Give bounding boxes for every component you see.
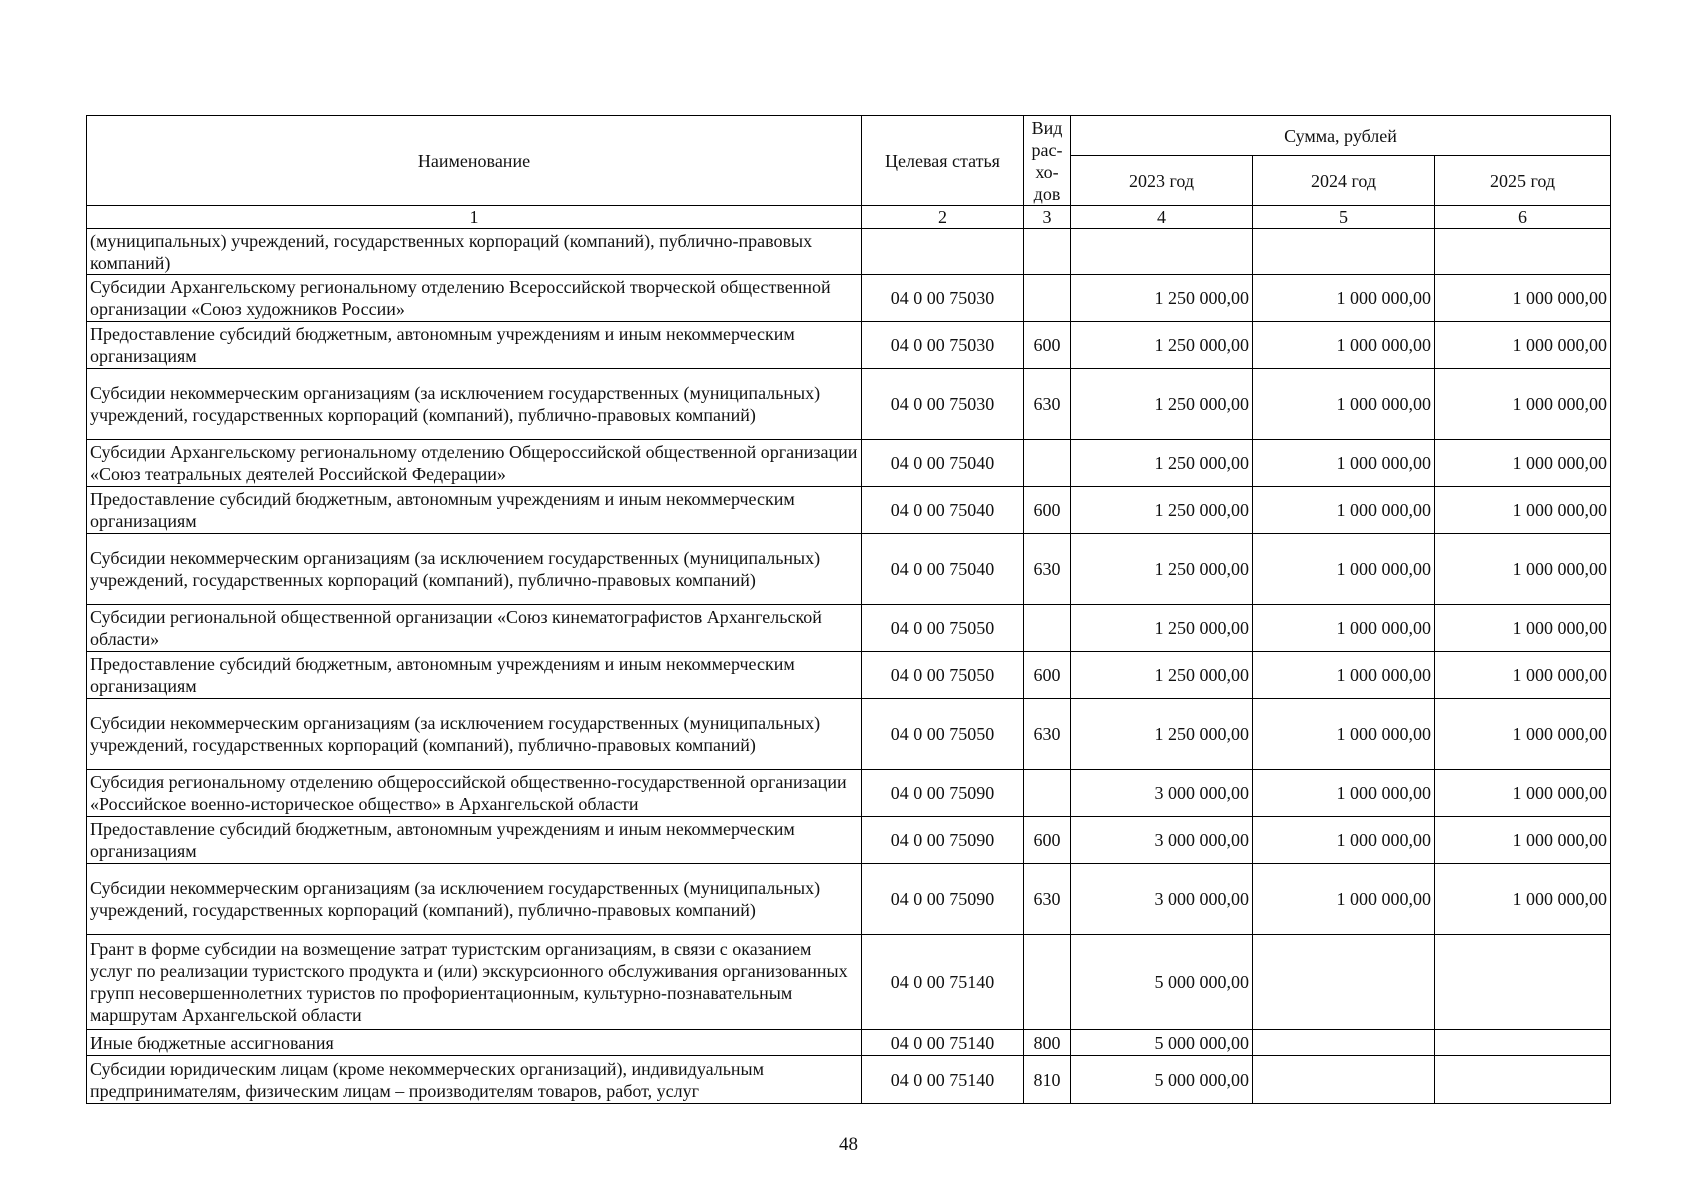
row-name: Субсидии некоммерческим организациям (за исключением государственных (муниципальных) учреждений, государственных корпораций (компаний), публично-правовых компаний) [87,534,862,605]
row-target: 04 0 00 75140 [862,1056,1024,1104]
row-2024: 1 000 000,00 [1253,487,1435,534]
row-vid [1024,229,1071,275]
row-vid [1024,935,1071,1030]
header-expense-type-line: рас- [1031,139,1063,160]
row-2025 [1435,1030,1611,1056]
header-year-2025: 2025 год [1435,156,1611,206]
row-name: Субсидии некоммерческим организациям (за исключением государственных (муниципальных) учреждений, государственных корпораций (компаний), публично-правовых компаний) [87,864,862,935]
column-number-row [87,206,1611,229]
row-target: 04 0 00 75050 [862,605,1024,652]
row-target: 04 0 00 75140 [862,1030,1024,1056]
header-sum: Сумма, рублей [1071,116,1611,156]
row-2024: 1 000 000,00 [1253,770,1435,817]
row-target: 04 0 00 75040 [862,487,1024,534]
row-target: 04 0 00 75050 [862,652,1024,699]
row-name: Иные бюджетные ассигнования [87,1030,862,1056]
row-2023: 1 250 000,00 [1071,605,1253,652]
table-row [87,652,1611,699]
header-name: Наименование [87,116,862,206]
header-expense-type-line: Вид [1031,117,1063,138]
row-name: Предоставление субсидий бюджетным, автономным учреждениям и иным некоммерческим организациям [87,817,862,864]
column-number: 6 [1435,206,1611,229]
row-2023: 3 000 000,00 [1071,864,1253,935]
table-row [87,369,1611,440]
row-2025: 1 000 000,00 [1435,699,1611,770]
row-2023: 1 250 000,00 [1071,440,1253,487]
table-row [87,487,1611,534]
row-2025: 1 000 000,00 [1435,322,1611,369]
row-2024: 1 000 000,00 [1253,440,1435,487]
row-target: 04 0 00 75090 [862,770,1024,817]
row-vid [1024,275,1071,322]
row-2025: 1 000 000,00 [1435,864,1611,935]
row-vid: 630 [1024,699,1071,770]
row-vid [1024,440,1071,487]
table-row [87,605,1611,652]
budget-table [86,115,1611,1104]
row-name: Предоставление субсидий бюджетным, автономным учреждениям и иным некоммерческим организациям [87,487,862,534]
row-2025: 1 000 000,00 [1435,440,1611,487]
row-2023: 5 000 000,00 [1071,935,1253,1030]
row-2023: 3 000 000,00 [1071,770,1253,817]
row-vid [1024,605,1071,652]
header-year-2024: 2024 год [1253,156,1435,206]
row-2025: 1 000 000,00 [1435,605,1611,652]
row-2023: 5 000 000,00 [1071,1030,1253,1056]
column-number: 2 [862,206,1024,229]
row-target: 04 0 00 75050 [862,699,1024,770]
row-2024 [1253,229,1435,275]
row-2023: 1 250 000,00 [1071,652,1253,699]
row-2023 [1071,229,1253,275]
column-number: 5 [1253,206,1435,229]
row-2023: 1 250 000,00 [1071,369,1253,440]
table-row [87,275,1611,322]
row-2024: 1 000 000,00 [1253,322,1435,369]
row-target: 04 0 00 75030 [862,369,1024,440]
table-row [87,534,1611,605]
header-year-2023: 2023 год [1071,156,1253,206]
row-2025: 1 000 000,00 [1435,487,1611,534]
table-row [87,229,1611,275]
row-name: Субсидии некоммерческим организациям (за исключением государственных (муниципальных) учреждений, государственных корпораций (компаний), публично-правовых компаний) [87,369,862,440]
table-row [87,864,1611,935]
row-2025: 1 000 000,00 [1435,817,1611,864]
row-vid: 800 [1024,1030,1071,1056]
row-2024: 1 000 000,00 [1253,605,1435,652]
header-expense-type-line: хо- [1035,161,1059,182]
header-expense-type [1024,116,1071,206]
row-vid: 600 [1024,322,1071,369]
row-vid: 630 [1024,864,1071,935]
row-2023: 1 250 000,00 [1071,699,1253,770]
row-name: Предоставление субсидий бюджетным, автономным учреждениям и иным некоммерческим организациям [87,322,862,369]
table-row [87,817,1611,864]
row-vid: 810 [1024,1056,1071,1104]
row-2025 [1435,935,1611,1030]
header-target: Целевая статья [862,116,1024,206]
row-target: 04 0 00 75030 [862,275,1024,322]
row-2025: 1 000 000,00 [1435,770,1611,817]
header-expense-type-line: дов [1033,183,1061,204]
row-vid: 630 [1024,534,1071,605]
table-row [87,699,1611,770]
row-target: 04 0 00 75030 [862,322,1024,369]
row-2024: 1 000 000,00 [1253,652,1435,699]
row-2025 [1435,229,1611,275]
row-target: 04 0 00 75040 [862,440,1024,487]
row-2025: 1 000 000,00 [1435,275,1611,322]
row-2024 [1253,935,1435,1030]
row-name: Субсидии региональной общественной организации «Союз кинематографистов Архангельской области» [87,605,862,652]
row-target [862,229,1024,275]
row-name: Предоставление субсидий бюджетным, автономным учреждениям и иным некоммерческим организациям [87,652,862,699]
row-target: 04 0 00 75090 [862,817,1024,864]
row-2023: 5 000 000,00 [1071,1056,1253,1104]
row-vid: 600 [1024,652,1071,699]
row-name: (муниципальных) учреждений, государственных корпораций (компаний), публично-правовых компаний) [87,229,862,275]
row-vid: 630 [1024,369,1071,440]
row-2023: 1 250 000,00 [1071,322,1253,369]
row-2025: 1 000 000,00 [1435,652,1611,699]
row-2023: 1 250 000,00 [1071,487,1253,534]
table-row [87,935,1611,1030]
row-2023: 1 250 000,00 [1071,275,1253,322]
row-2024: 1 000 000,00 [1253,817,1435,864]
table-row [87,1056,1611,1104]
row-target: 04 0 00 75090 [862,864,1024,935]
row-name: Субсидии юридическим лицам (кроме некоммерческих организаций), индивидуальным предпринимателям, физическим лицам – производителям товаров, работ, услуг [87,1056,862,1104]
row-name: Субсидии Архангельскому региональному отделению Общероссийской общественной организации «Союз театральных деятелей Российской Федерации» [87,440,862,487]
row-2023: 1 250 000,00 [1071,534,1253,605]
row-2025: 1 000 000,00 [1435,534,1611,605]
row-2024 [1253,1056,1435,1104]
row-2025: 1 000 000,00 [1435,369,1611,440]
row-name: Субсидии некоммерческим организациям (за исключением государственных (муниципальных) учреждений, государственных корпораций (компаний), публично-правовых компаний) [87,699,862,770]
row-2025 [1435,1056,1611,1104]
row-2024: 1 000 000,00 [1253,369,1435,440]
row-name: Грант в форме субсидии на возмещение затрат туристским организациям, в связи с оказанием услуг по реализации туристского продукта и (или) экскурсионного обслуживания организованных групп несовершеннолетних туристов по профориентационным, культурно-познавательным маршрутам Архангельской области [87,935,862,1030]
row-2023: 3 000 000,00 [1071,817,1253,864]
table-row [87,770,1611,817]
row-2024 [1253,1030,1435,1056]
table-row [87,440,1611,487]
table-row [87,322,1611,369]
row-name: Субсидия региональному отделению общероссийской общественно-государственной организации «Российское военно-историческое общество» в Архангельской области [87,770,862,817]
row-target: 04 0 00 75040 [862,534,1024,605]
row-2024: 1 000 000,00 [1253,275,1435,322]
row-name: Субсидии Архангельскому региональному отделению Всероссийской творческой общественной организации «Союз художников России» [87,275,862,322]
page-number: 48 [839,1134,858,1155]
row-2024: 1 000 000,00 [1253,864,1435,935]
row-2024: 1 000 000,00 [1253,699,1435,770]
row-vid [1024,770,1071,817]
table-row [87,1030,1611,1056]
column-number: 3 [1024,206,1071,229]
column-number: 1 [87,206,862,229]
column-number: 4 [1071,206,1253,229]
row-2024: 1 000 000,00 [1253,534,1435,605]
row-vid: 600 [1024,817,1071,864]
row-target: 04 0 00 75140 [862,935,1024,1030]
row-vid: 600 [1024,487,1071,534]
